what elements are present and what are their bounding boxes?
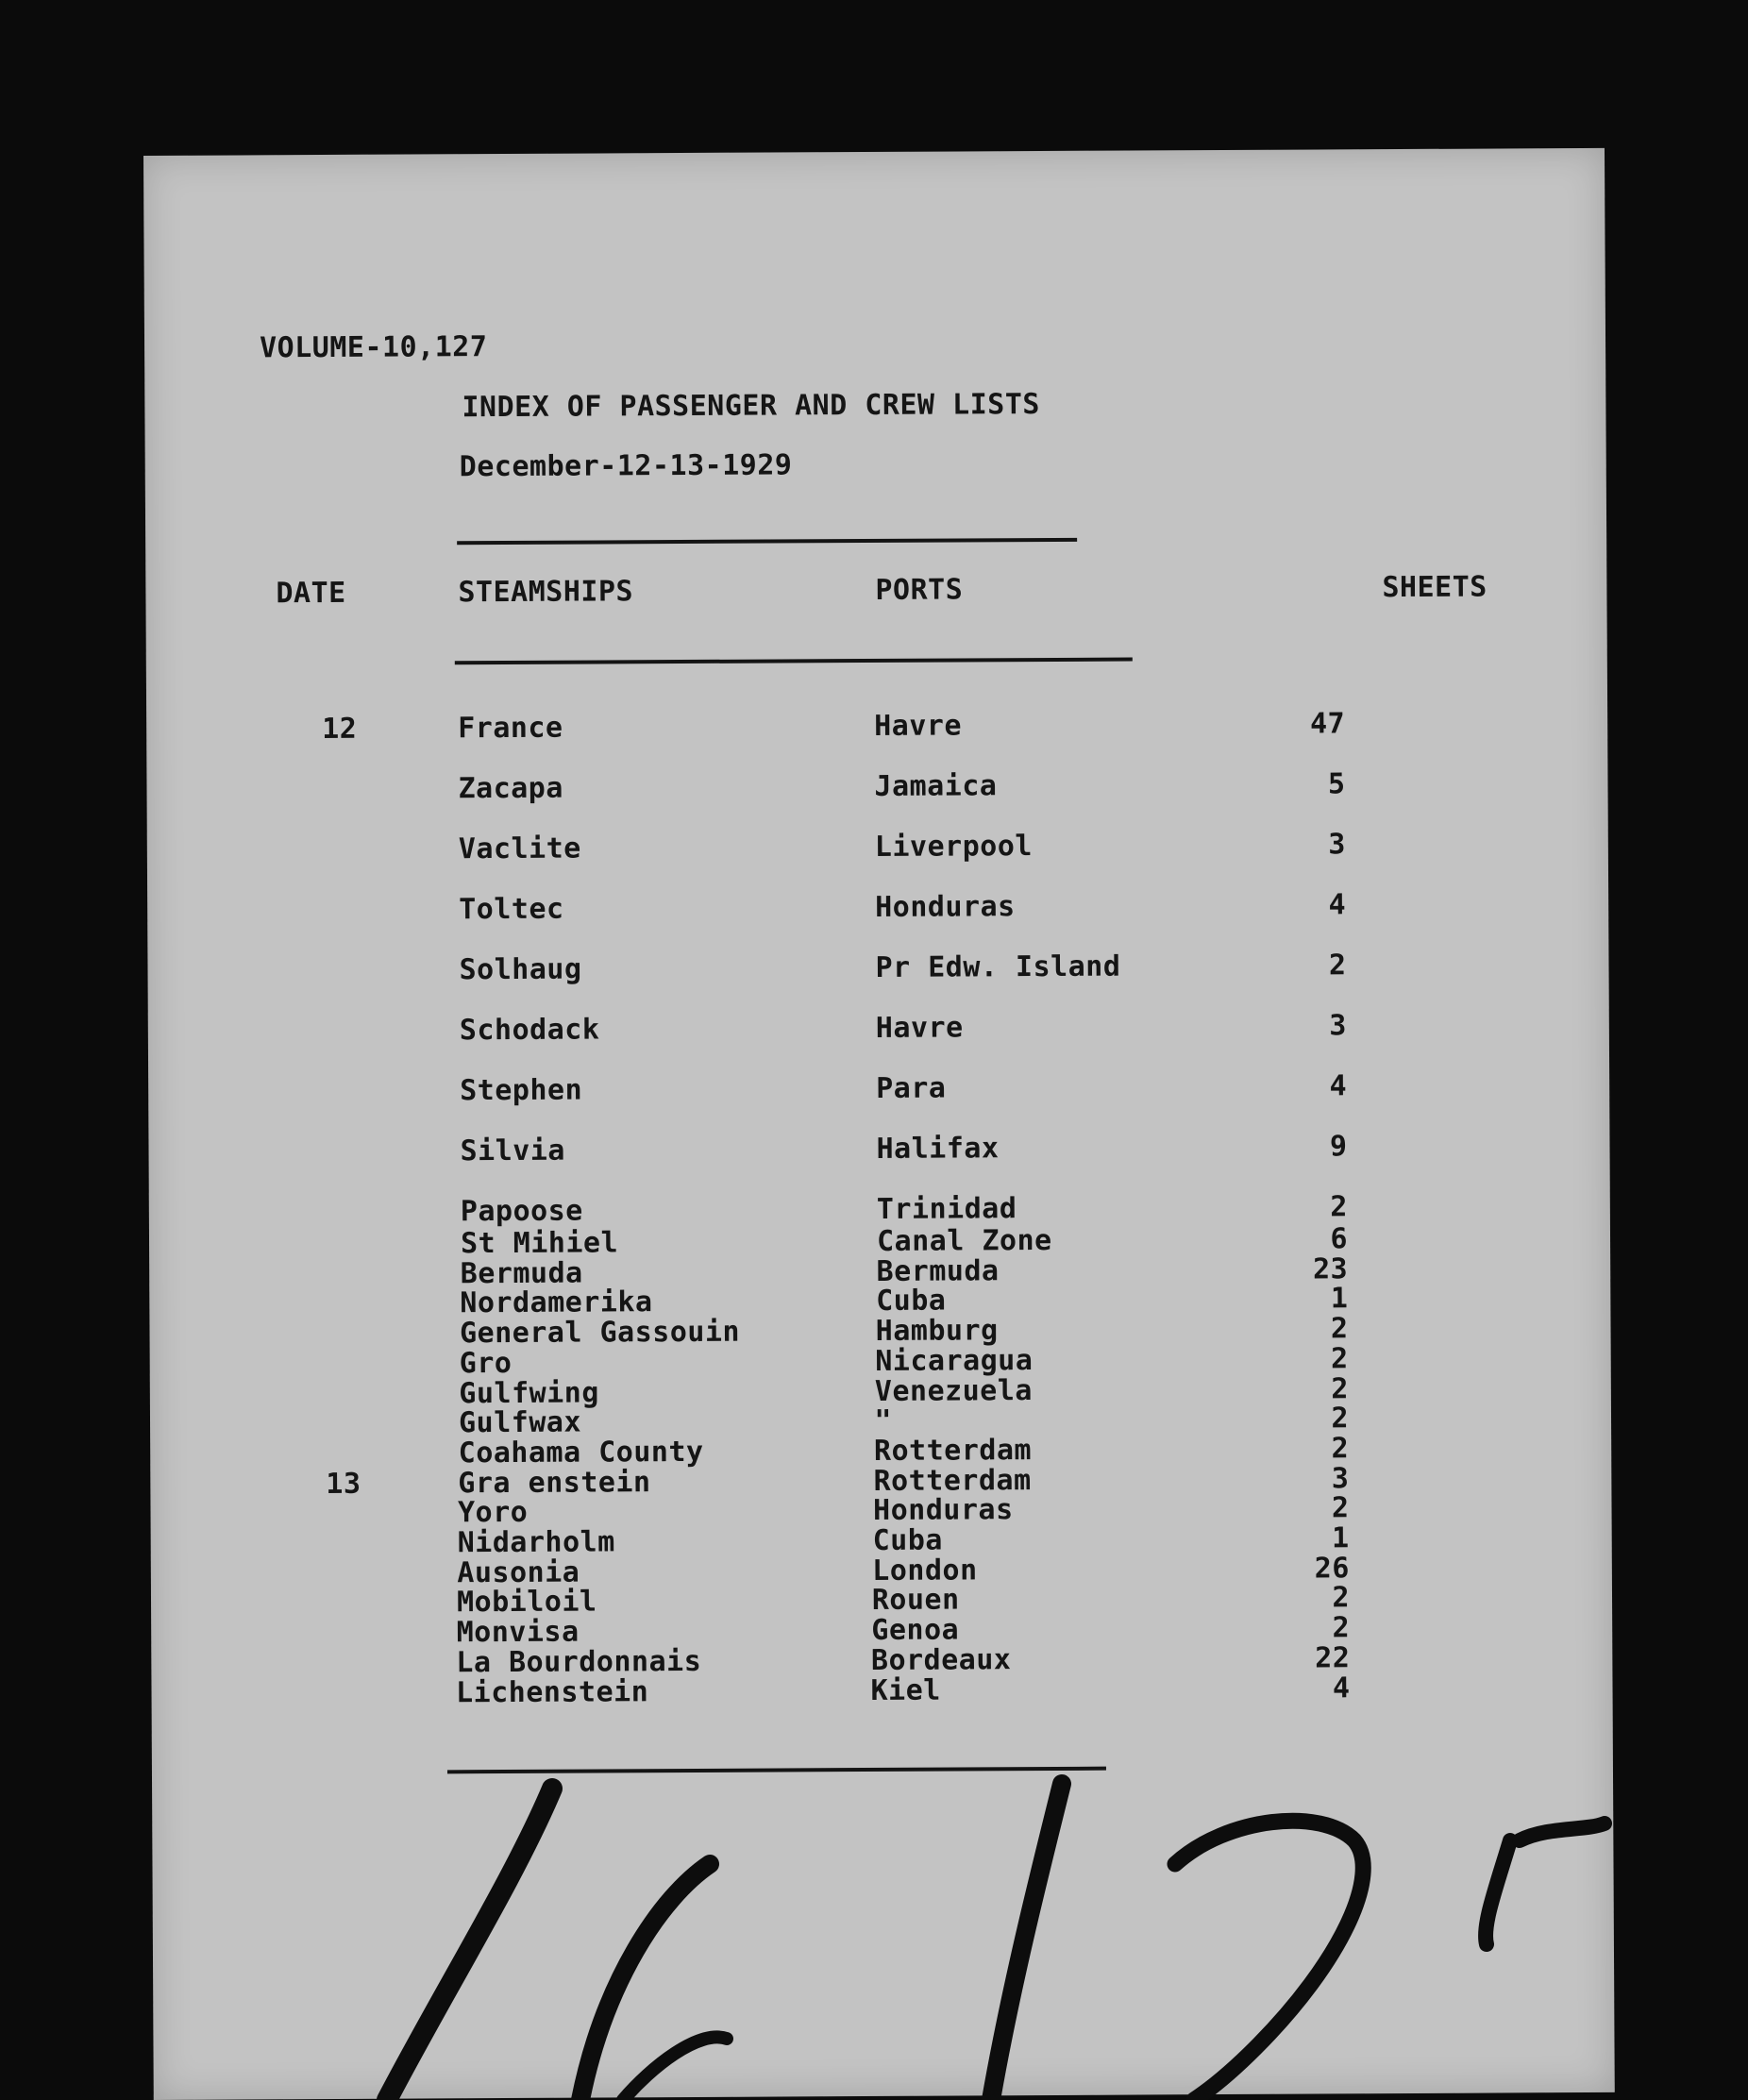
row-sheets: 2	[1331, 1432, 1350, 1466]
row-steamship: Toltec	[459, 892, 564, 927]
row-sheets: 2	[1331, 1402, 1350, 1436]
document-title: INDEX OF PASSENGER AND CREW LISTS	[462, 388, 1041, 425]
header-sheets: SHEETS	[1382, 570, 1487, 605]
header-date: DATE	[276, 576, 346, 611]
row-steamship: Nordamerika	[460, 1285, 653, 1320]
row-sheets: 2	[1330, 1312, 1349, 1346]
row-steamship: Yoro	[457, 1496, 529, 1530]
row-port: Hamburg	[875, 1314, 999, 1349]
row-port: Venezuela	[874, 1373, 1034, 1408]
row-steamship: St Mihiel	[460, 1226, 619, 1261]
row-sheets: 22	[1315, 1641, 1351, 1675]
row-steamship: Lichenstein	[455, 1674, 649, 1709]
row-steamship: Bermuda	[460, 1256, 583, 1290]
row-port: Bordeaux	[870, 1643, 1012, 1677]
row-sheets: 2	[1332, 1611, 1351, 1645]
date-range: December-12-13-1929	[459, 448, 793, 484]
row-sheets: 3	[1329, 1009, 1347, 1043]
row-steamship: Papoose	[460, 1194, 583, 1229]
volume-number: VOLUME-10,127	[259, 330, 488, 365]
row-steamship: General Gassouin	[459, 1315, 741, 1351]
row-sheets: 4	[1329, 1069, 1348, 1103]
row-sheets: 4	[1332, 1671, 1351, 1705]
row-sheets: 9	[1329, 1130, 1348, 1164]
row-steamship: Zacapa	[458, 771, 563, 806]
row-sheets: 47	[1309, 707, 1346, 741]
row-sheets: 1	[1332, 1521, 1350, 1555]
row-steamship: France	[458, 711, 563, 746]
row-port: Nicaragua	[875, 1343, 1034, 1378]
row-sheets: 2	[1331, 1371, 1349, 1405]
row-port: "	[874, 1404, 893, 1438]
row-sheets: 26	[1314, 1552, 1350, 1586]
row-port: Canal Zone	[876, 1223, 1052, 1258]
row-steamship: Mobiloil	[456, 1585, 597, 1620]
row-port: Cuba	[872, 1523, 944, 1557]
row-sheets: 2	[1332, 1581, 1351, 1615]
row-port: Jamaica	[874, 769, 998, 803]
row-steamship: Monvisa	[456, 1615, 580, 1650]
row-sheets: 2	[1330, 1190, 1348, 1224]
row-steamship: Silvia	[460, 1134, 565, 1168]
row-sheets: 5	[1327, 767, 1346, 801]
row-steamship: Stephen	[460, 1073, 583, 1108]
row-date: 12	[322, 712, 358, 747]
row-sheets: 2	[1331, 1491, 1350, 1525]
row-port: Genoa	[871, 1613, 960, 1648]
row-steamship: Ausonia	[457, 1555, 580, 1589]
row-sheets: 23	[1312, 1252, 1349, 1286]
row-port: Havre	[875, 1011, 964, 1045]
row-steamship: Gra enstein	[458, 1465, 651, 1500]
row-port: Honduras	[873, 1493, 1014, 1528]
row-steamship: Schodack	[459, 1013, 600, 1048]
row-port: Rotterdam	[873, 1433, 1033, 1468]
row-port: Cuba	[876, 1284, 947, 1319]
header-ports: PORTS	[875, 573, 964, 607]
row-port: Bermuda	[876, 1253, 1000, 1288]
row-sheets: 6	[1330, 1222, 1349, 1256]
row-port: Havre	[874, 709, 963, 743]
row-port: Rotterdam	[873, 1463, 1032, 1498]
row-date: 13	[326, 1467, 361, 1501]
row-steamship: Solhaug	[459, 952, 582, 987]
header-steamships: STEAMSHIPS	[458, 575, 634, 610]
row-steamship: Coahama County	[458, 1435, 704, 1470]
row-port: Trinidad	[876, 1192, 1017, 1226]
row-port: Pr Edw. Island	[875, 949, 1121, 984]
row-port: Para	[876, 1071, 947, 1105]
row-sheets: 3	[1331, 1461, 1350, 1496]
row-sheets: 3	[1328, 828, 1346, 862]
row-port: London	[872, 1554, 978, 1588]
row-steamship: Vaclite	[458, 832, 581, 866]
row-steamship: Gro	[459, 1346, 513, 1381]
row-steamship: Gulfwax	[458, 1405, 582, 1440]
row-port: Honduras	[875, 890, 1016, 924]
row-sheets: 4	[1328, 888, 1347, 922]
row-steamship: La Bourdonnais	[456, 1644, 702, 1680]
row-steamship: Gulfwing	[459, 1375, 599, 1410]
row-sheets: 2	[1331, 1342, 1349, 1376]
row-port: Halifax	[876, 1132, 1000, 1166]
row-port: Rouen	[871, 1583, 960, 1618]
row-sheets: 1	[1330, 1282, 1349, 1316]
row-steamship: Nidarholm	[457, 1525, 615, 1560]
row-port: Kiel	[870, 1673, 941, 1707]
row-sheets: 2	[1328, 949, 1347, 983]
row-port: Liverpool	[874, 830, 1033, 864]
